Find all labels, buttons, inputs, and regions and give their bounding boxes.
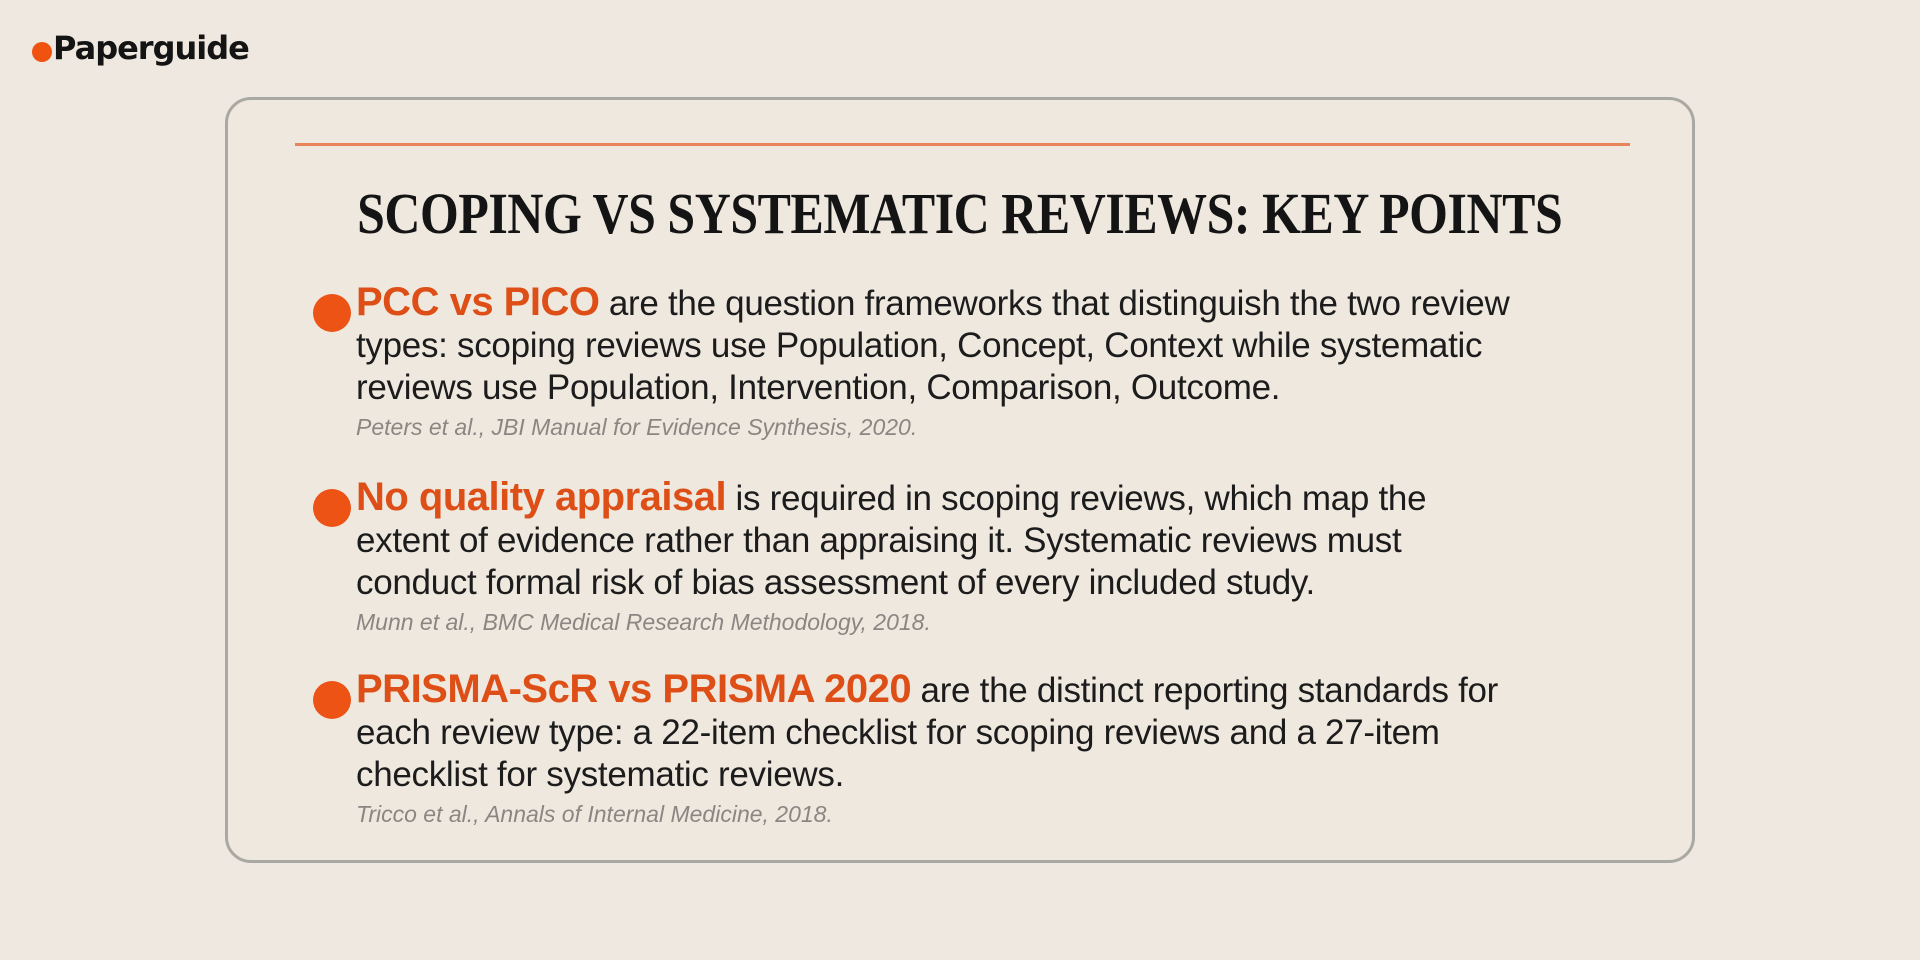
bullet-dot-icon [313, 294, 351, 332]
accent-divider [295, 143, 1630, 146]
key-point-text: reviews use Population, Intervention, Comparison, Outcome. [356, 368, 1281, 407]
key-points-card [225, 97, 1695, 863]
paperguide-logo [32, 28, 249, 68]
bullet-dot-icon [313, 489, 351, 527]
key-point-text: is required in scoping reviews, which map the [726, 479, 1427, 518]
key-point-text: conduct formal risk of bias assessment of every included study. [356, 563, 1315, 602]
key-point-text: each review type: a 22-item checklist for scoping reviews and a 27-item [356, 713, 1440, 752]
key-point-text: types: scoping reviews use Population, Concept, Context while systematic [356, 326, 1483, 365]
citation: Tricco et al., Annals of Internal Medicine, 2018. [356, 801, 833, 827]
citation: Peters et al., JBI Manual for Evidence Synthesis, 2020. [356, 414, 918, 440]
key-point-text: are the distinct reporting standards for [911, 671, 1499, 710]
key-point-highlight: PRISMA-ScR vs PRISMA 2020 [356, 667, 912, 711]
key-point-highlight: PCC vs PICO [356, 280, 600, 324]
logo-dot-icon [32, 42, 52, 62]
key-point-text: checklist for systematic reviews. [356, 755, 844, 794]
key-point-text: extent of evidence rather than appraising it. Systematic reviews must [356, 521, 1402, 560]
key-point-text: are the question frameworks that distinguish the two review [599, 284, 1510, 323]
logo-text: Paperguide [53, 29, 249, 67]
citation: Munn et al., BMC Medical Research Methodology, 2018. [356, 609, 931, 635]
key-point-highlight: No quality appraisal [356, 475, 727, 519]
card-title: SCOPING VS SYSTEMATIC REVIEWS: KEY POINTS [357, 181, 1563, 246]
bullet-dot-icon [313, 681, 351, 719]
